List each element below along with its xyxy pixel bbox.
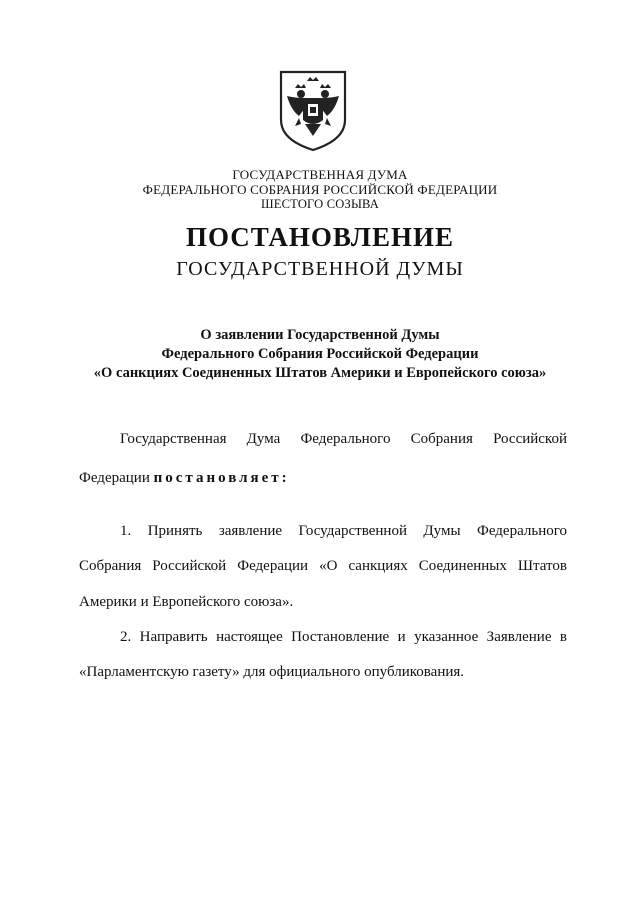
header-line-1: ГОСУДАРСТВЕННАЯ ДУМА bbox=[232, 167, 408, 182]
item1-line-2: Собрания Российской Федерации «О санкциях Соединенных Штатов bbox=[79, 558, 567, 574]
document-title: ПОСТАНОВЛЕНИЕ bbox=[185, 222, 455, 252]
intro-line-1: Государственная Дума Федерального Собрания Российской bbox=[120, 431, 567, 447]
intro-text: Федерации bbox=[79, 470, 150, 486]
subject-line-3: «О санкциях Соединенных Штатов Америки и Европейского союза» bbox=[93, 365, 547, 381]
subject-line-2: Федерального Собрания Российской Федерации bbox=[161, 346, 479, 362]
subject-line-1: О заявлении Государственной Думы bbox=[200, 327, 440, 343]
document-subtitle: ГОСУДАРСТВЕННОЙ ДУМЫ bbox=[176, 258, 464, 280]
coat-of-arms-icon bbox=[277, 68, 349, 152]
item2-line-1: 2. Направить настоящее Постановление и указанное Заявление в bbox=[120, 629, 567, 645]
item1-line-3: Америки и Европейского союза». bbox=[79, 594, 294, 610]
intro-verb: постановляет: bbox=[153, 470, 290, 486]
item1-line-1: 1. Принять заявление Государственной Думы Федерального bbox=[120, 523, 567, 539]
intro-line-2 bbox=[79, 469, 567, 487]
item2-line-2: «Парламентскую газету» для официального опубликования. bbox=[79, 664, 465, 680]
header-line-2: ФЕДЕРАЛЬНОГО СОБРАНИЯ РОССИЙСКОЙ ФЕДЕРАЦИИ bbox=[142, 182, 498, 197]
header-line-3: ШЕСТОГО СОЗЫВА bbox=[260, 197, 380, 211]
